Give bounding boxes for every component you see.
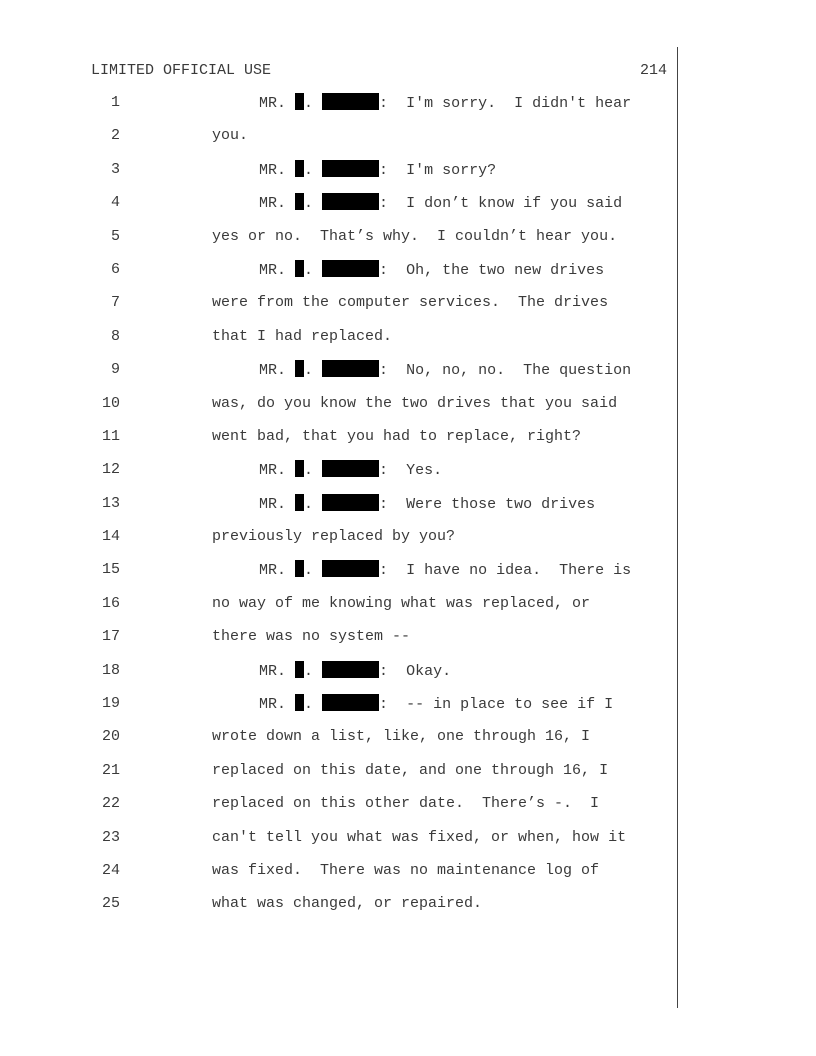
transcript-line bbox=[0, 560, 676, 593]
line-number: 4 bbox=[110, 194, 120, 212]
line-number: 18 bbox=[101, 661, 120, 679]
redacted-initial bbox=[295, 494, 304, 511]
speaker-line-text: MR. . : I have no idea. There is bbox=[259, 562, 632, 580]
spoken-text: I have no idea. There is bbox=[406, 562, 632, 580]
speaker-prefix: MR. bbox=[259, 195, 287, 213]
classification-header: LIMITED OFFICIAL USE bbox=[91, 62, 272, 79]
speaker-line-text: MR. . : I'm sorry. I didn't hear bbox=[259, 95, 632, 112]
line-number: 12 bbox=[101, 461, 120, 479]
transcript-line bbox=[0, 627, 676, 660]
redacted-initial bbox=[295, 694, 304, 711]
line-number: 7 bbox=[110, 294, 120, 312]
line-number: 9 bbox=[110, 361, 120, 379]
transcript-line bbox=[0, 260, 676, 293]
redacted-initial bbox=[295, 661, 304, 678]
spoken-text: Were those two drives bbox=[406, 495, 596, 513]
line-text: was, do you know the two drives that you said bbox=[212, 394, 618, 412]
line-number: 16 bbox=[101, 594, 120, 612]
spoken-text: Oh, the two new drives bbox=[406, 261, 605, 279]
speaker-prefix: MR. bbox=[259, 161, 287, 179]
transcript-line bbox=[0, 126, 676, 159]
line-text: replaced on this date, and one through 16, I bbox=[212, 761, 609, 779]
speaker-prefix: MR. bbox=[259, 362, 287, 380]
speaker-line-text: MR. . : Were those two drives bbox=[259, 495, 596, 513]
line-number: 13 bbox=[101, 494, 120, 512]
line-text: what was changed, or repaired. bbox=[212, 895, 483, 913]
redacted-surname bbox=[322, 460, 379, 477]
transcript-line bbox=[0, 727, 676, 760]
line-number: 10 bbox=[101, 394, 120, 412]
redacted-initial bbox=[295, 193, 304, 210]
line-number: 3 bbox=[110, 160, 120, 178]
spoken-text: No, no, no. The question bbox=[406, 362, 632, 380]
transcript-line bbox=[0, 460, 676, 493]
redacted-initial bbox=[295, 93, 304, 110]
speaker-prefix: MR. bbox=[259, 495, 287, 513]
transcript-line bbox=[0, 828, 676, 861]
line-text: was fixed. There was no maintenance log of bbox=[212, 861, 600, 879]
page-number: 214 bbox=[639, 62, 667, 79]
transcript-line bbox=[0, 894, 676, 927]
redacted-initial bbox=[295, 260, 304, 277]
speaker-prefix: MR. bbox=[259, 462, 287, 480]
speaker-line-text: MR. . : I'm sorry? bbox=[259, 161, 497, 179]
transcript-line bbox=[0, 694, 676, 727]
line-number: 2 bbox=[110, 127, 120, 145]
redacted-surname bbox=[322, 93, 379, 110]
speaker-line-text: MR. . : No, no, no. The question bbox=[259, 362, 632, 380]
transcript-line bbox=[0, 527, 676, 560]
line-number: 6 bbox=[110, 260, 120, 278]
redacted-surname bbox=[322, 494, 379, 511]
spoken-text: I'm sorry. I didn't hear bbox=[406, 95, 632, 112]
line-text: you. bbox=[212, 127, 249, 145]
line-text: can't tell you what was fixed, or when, how it bbox=[212, 828, 627, 846]
transcript-line bbox=[0, 761, 676, 794]
redacted-surname bbox=[322, 260, 379, 277]
line-number: 14 bbox=[101, 528, 120, 546]
transcript-line bbox=[0, 794, 676, 827]
transcript-body bbox=[0, 93, 676, 928]
transcript-line bbox=[0, 494, 676, 527]
line-text: there was no system -- bbox=[212, 628, 411, 646]
line-number: 20 bbox=[101, 728, 120, 746]
line-number: 22 bbox=[101, 795, 120, 813]
line-text: no way of me knowing what was replaced, or bbox=[212, 594, 591, 612]
redacted-initial bbox=[295, 160, 304, 177]
line-number: 5 bbox=[110, 227, 120, 245]
line-number: 1 bbox=[110, 94, 120, 111]
speaker-line-text: MR. . : I don’t know if you said bbox=[259, 195, 623, 213]
line-number: 23 bbox=[101, 828, 120, 846]
transcript-line bbox=[0, 394, 676, 427]
line-number: 11 bbox=[101, 427, 120, 445]
line-text: replaced on this other date. There’s -. I bbox=[212, 795, 600, 813]
transcript-line bbox=[0, 360, 676, 393]
spoken-text: -- in place to see if I bbox=[406, 696, 614, 714]
speaker-line-text: MR. . : -- in place to see if I bbox=[259, 696, 614, 714]
transcript-line bbox=[0, 227, 676, 260]
line-text: that I had replaced. bbox=[212, 327, 393, 345]
speaker-line-text: MR. . : Yes. bbox=[259, 462, 443, 480]
line-number: 8 bbox=[110, 327, 120, 345]
line-number: 24 bbox=[101, 861, 120, 879]
redacted-initial bbox=[295, 560, 304, 577]
spoken-text: I don’t know if you said bbox=[406, 195, 623, 213]
speaker-line-text: MR. . : Oh, the two new drives bbox=[259, 261, 605, 279]
line-text: previously replaced by you? bbox=[212, 528, 456, 546]
transcript-line bbox=[0, 661, 676, 694]
line-number: 17 bbox=[101, 628, 120, 646]
right-margin-rule bbox=[677, 47, 678, 1008]
redacted-surname bbox=[322, 160, 379, 177]
line-text: went bad, that you had to replace, right? bbox=[212, 427, 582, 445]
redacted-initial bbox=[295, 360, 304, 377]
transcript-line bbox=[0, 594, 676, 627]
transcript-line bbox=[0, 861, 676, 894]
redacted-surname bbox=[322, 560, 379, 577]
transcript-line bbox=[0, 327, 676, 360]
transcript-line bbox=[0, 160, 676, 193]
line-number: 21 bbox=[101, 761, 120, 779]
redacted-surname bbox=[322, 694, 379, 711]
transcript-line bbox=[0, 427, 676, 460]
speaker-prefix: MR. bbox=[259, 562, 287, 580]
speaker-line-text: MR. . : Okay. bbox=[259, 662, 452, 680]
redacted-surname bbox=[322, 360, 379, 377]
line-number: 25 bbox=[101, 895, 120, 913]
spoken-text: I'm sorry? bbox=[406, 161, 497, 179]
speaker-prefix: MR. bbox=[259, 662, 287, 680]
spoken-text: Okay. bbox=[406, 662, 452, 680]
speaker-prefix: MR. bbox=[259, 696, 287, 714]
spoken-text: Yes. bbox=[406, 462, 443, 480]
line-number: 15 bbox=[101, 561, 120, 579]
line-text: were from the computer services. The drives bbox=[212, 294, 609, 312]
redacted-initial bbox=[295, 460, 304, 477]
speaker-prefix: MR. bbox=[259, 95, 287, 112]
redacted-surname bbox=[322, 193, 379, 210]
redacted-surname bbox=[322, 661, 379, 678]
transcript-line bbox=[0, 293, 676, 326]
line-text: wrote down a list, like, one through 16, I bbox=[212, 728, 591, 746]
speaker-prefix: MR. bbox=[259, 261, 287, 279]
line-number: 19 bbox=[101, 695, 120, 713]
line-text: yes or no. That’s why. I couldn’t hear you. bbox=[212, 227, 618, 245]
transcript-line bbox=[0, 93, 676, 126]
transcript-line bbox=[0, 193, 676, 226]
